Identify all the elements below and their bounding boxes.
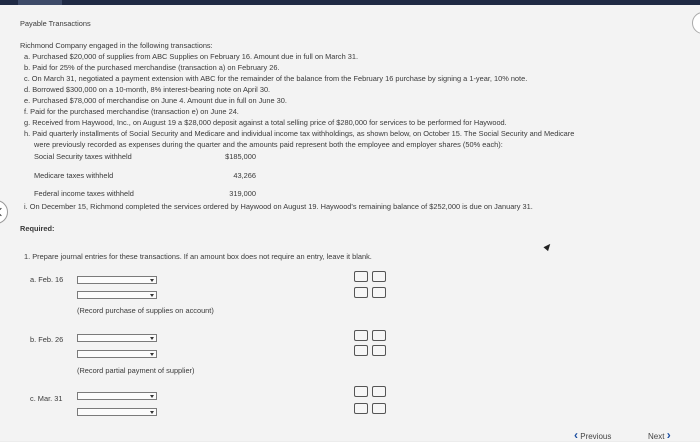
intro-text: Richmond Company engaged in the following transactions: — [20, 41, 213, 50]
chevron-left-icon: ‹ — [574, 428, 578, 442]
next-label: Next — [648, 432, 665, 441]
entry-a-account-credit[interactable] — [77, 291, 157, 299]
item-e: e. Purchased $78,000 of merchandise on June 4. Amount due in full on June 30. — [24, 96, 287, 105]
previous-label: Previous — [580, 432, 612, 441]
item-a: a. Purchased $20,000 of supplies from ABC Supplies on February 16. Amount due in full on March 31. — [24, 52, 359, 61]
previous-button[interactable] — [574, 428, 611, 442]
problem-panel — [0, 5, 700, 441]
entry-a-debit-1[interactable] — [354, 271, 368, 282]
entry-a-account-debit[interactable] — [77, 276, 157, 284]
entry-a-debit-2[interactable] — [354, 287, 368, 298]
entry-b-debit-2[interactable] — [354, 345, 368, 356]
next-button[interactable] — [648, 428, 671, 442]
required-heading: Required: — [20, 224, 55, 233]
item-h: h. Paid quarterly installments of Social Security and Medicare and individual income tax withholdings, as shown below, on October 15. The Social Security and Medicare — [24, 129, 575, 138]
item-c: c. On March 31, negotiated a payment extension with ABC for the remainder of the balance from the February 16 purchase by signing a 1-year, 10% note. — [24, 74, 528, 83]
entry-c-account-credit[interactable] — [77, 408, 157, 416]
entry-c-credit-2[interactable] — [372, 403, 386, 414]
tax-label-medicare: Medicare taxes withheld — [34, 171, 114, 180]
entry-b-debit-1[interactable] — [354, 330, 368, 341]
item-d: d. Borrowed $300,000 on a 10-month, 8% interest-bearing note on April 30. — [24, 85, 271, 94]
tax-label-federal-income: Federal income taxes withheld — [34, 189, 134, 198]
tax-label-social-security: Social Security taxes withheld — [34, 152, 132, 161]
entry-c-debit-2[interactable] — [354, 403, 368, 414]
entry-c-credit-1[interactable] — [372, 386, 386, 397]
entry-b-credit-2[interactable] — [372, 345, 386, 356]
entry-a-credit-1[interactable] — [372, 271, 386, 282]
chevron-right-icon: › — [666, 428, 671, 442]
entry-a-note: (Record purchase of supplies on account) — [77, 306, 214, 315]
entry-b-account-credit[interactable] — [77, 350, 157, 358]
item-g: g. Received from Haywood, Inc., on August 19 a $28,000 deposit against a total selling price of $280,000 for services to be performed for Haywood. — [24, 118, 507, 127]
page-title: Payable Transactions — [20, 19, 91, 28]
item-b: b. Paid for 25% of the purchased merchandise (transaction a) on February 26. — [24, 63, 280, 72]
entry-b-account-debit[interactable] — [77, 334, 157, 342]
item-i: i. On December 15, Richmond completed the services ordered by Haywood on August 19. Haywood's remaining balance of $252,000 is due on January 31. — [24, 202, 533, 211]
entry-c-debit-1[interactable] — [354, 386, 368, 397]
question-1: 1. Prepare journal entries for these transactions. If an amount box does not require an entry, leave it blank. — [24, 252, 372, 261]
item-h-continued: were previously recorded as expenses during the quarter and the amounts paid represent both the employee and employer shares (50% each): — [34, 140, 503, 149]
entry-a-credit-2[interactable] — [372, 287, 386, 298]
tax-amount-medicare: 43,266 — [233, 171, 256, 180]
entry-b-credit-1[interactable] — [372, 330, 386, 341]
entry-c-label: c. Mar. 31 — [30, 394, 63, 403]
entry-b-note: (Record partial payment of supplier) — [77, 366, 195, 375]
mouse-cursor — [543, 242, 552, 251]
tax-amount-social-security: $185,000 — [225, 152, 256, 161]
entry-a-label: a. Feb. 16 — [30, 275, 64, 284]
tax-amount-federal-income: 319,000 — [229, 189, 256, 198]
item-f: f. Paid for the purchased merchandise (transaction e) on June 24. — [24, 107, 239, 116]
entry-b-label: b. Feb. 26 — [30, 335, 64, 344]
entry-c-account-debit[interactable] — [77, 392, 157, 400]
